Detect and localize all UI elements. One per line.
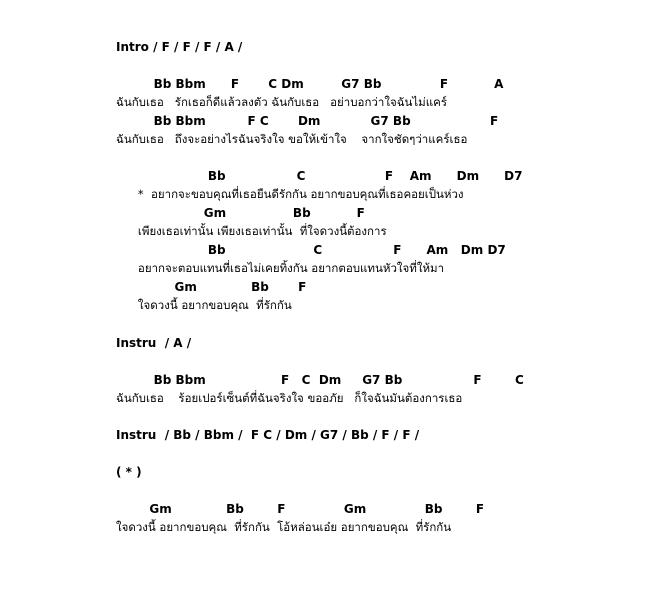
verse-chords-2: Bb Bbm F C Dm G7 Bb F: [116, 114, 499, 128]
repeat-marker: ( * ): [116, 465, 142, 479]
verse-lyric-1: ฉันกับเธอ รักเธอก็ดีแล้วลงตัว ฉันกับเธอ อย่าบอกว่าใจฉันไม่แคร์: [116, 95, 448, 109]
chorus-lyric-3: อยากจะตอบแทนที่เธอไม่เคยทิ้งกัน อยากตอบแทนหัวใจที่ให้มา: [116, 261, 445, 275]
chorus-chords-3: Bb C F Am Dm D7: [116, 243, 506, 257]
verse2-chords: Bb Bbm F C Dm G7 Bb F C: [116, 373, 524, 387]
verse2-lyric: ฉันกับเธอ ร้อยเปอร์เซ็นต์ที่ฉันจริงใจ ขออภัย ก็ใจฉันมันต้องการเธอ: [116, 391, 463, 405]
chorus-lyric-2: เพียงเธอเท่านั้น เพียงเธอเท่านั้น ที่ใจดวงนี้ต้องการ: [116, 224, 387, 238]
chorus-chords-1: Bb C F Am Dm D7: [116, 169, 523, 183]
chorus-chords-4: Gm Bb F: [116, 280, 307, 294]
outro-chords: Gm Bb F Gm Bb F: [116, 502, 485, 516]
chorus-chords-2: Gm Bb F: [116, 206, 365, 220]
instru-line-2: Instru / Bb / Bbm / F C / Dm / G7 / Bb / F / F /: [116, 428, 420, 442]
chorus-lyric-1: * อยากจะขอบคุณที่เธอยืนดีรักกัน อยากขอบคุณที่เธอคอยเป็นห่วง: [116, 187, 464, 201]
intro-line: Intro / F / F / F / A /: [116, 40, 243, 54]
chorus-lyric-4: ใจดวงนี้ อยากขอบคุณ ที่รักกัน: [116, 298, 292, 312]
outro-lyric: ใจดวงนี้ อยากขอบคุณ ที่รักกัน โอ้หล่อนเอ๋ย อยากขอบคุณ ที่รักกัน: [116, 520, 452, 534]
verse-chords-1: Bb Bbm F C Dm G7 Bb F A: [116, 77, 504, 91]
instru-line-1: Instru / A /: [116, 336, 192, 350]
verse-lyric-2: ฉันกับเธอ ถึงจะอย่างไรฉันจริงใจ ขอให้เข้าใจ จากใจชัดๆว่าแคร์เธอ: [116, 132, 468, 146]
